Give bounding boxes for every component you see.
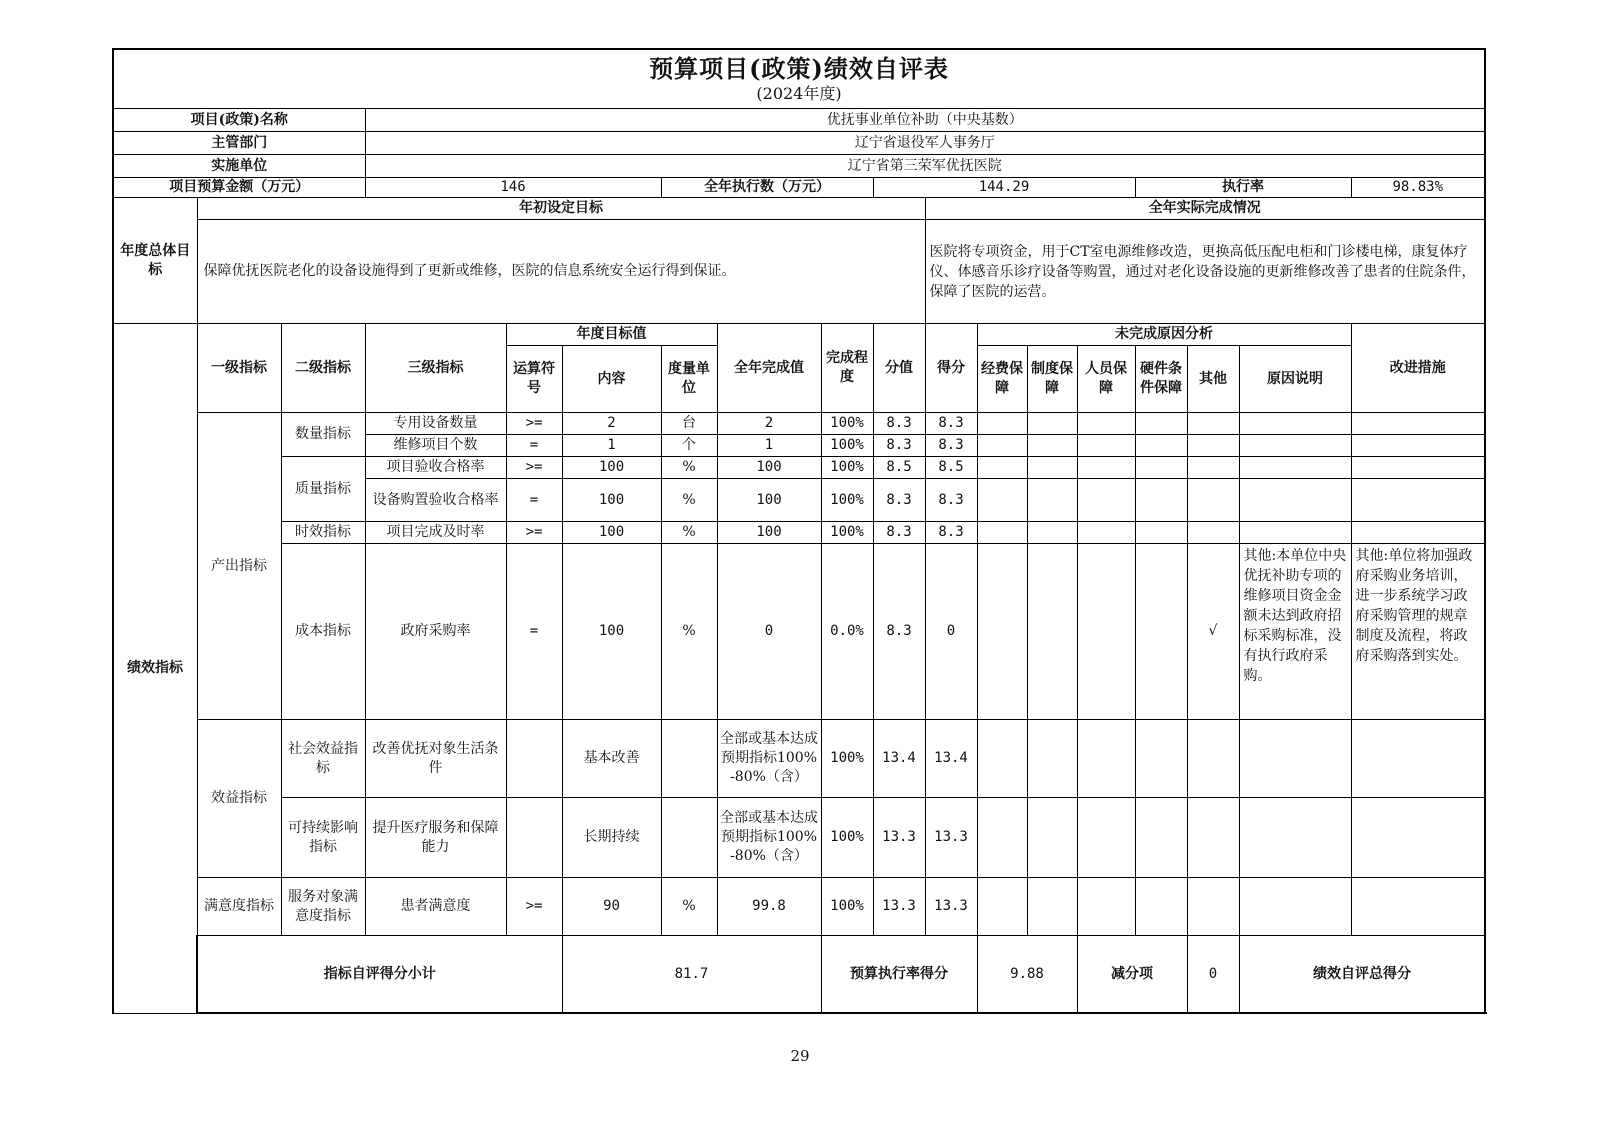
- indicator-degree: 100%: [821, 720, 873, 798]
- reason-cell: [1135, 878, 1187, 936]
- reason-cell: [1027, 479, 1077, 522]
- level2-service: 服务对象满意度指标: [281, 878, 365, 936]
- total-score-label: 绩效自评总得分: [1239, 936, 1485, 1014]
- reason-cell: [1239, 720, 1351, 798]
- reason-cell: [977, 413, 1027, 435]
- reason-cell: [977, 798, 1027, 878]
- indicator-actual: 1: [717, 435, 821, 457]
- level1-benefit: 效益指标: [197, 720, 281, 878]
- reason-cell: [1077, 457, 1135, 479]
- indicator-actual: 100: [717, 479, 821, 522]
- level1-output: 产出指标: [197, 413, 281, 720]
- page-title: 预算项目(政策)绩效自评表: [649, 54, 949, 83]
- indicator-content: 1: [562, 435, 661, 457]
- indicator-degree: 100%: [821, 878, 873, 936]
- indicator-name: 设备购置验收合格率: [365, 479, 506, 522]
- level2-cost: 成本指标: [281, 544, 365, 720]
- subtotal-value: 81.7: [562, 936, 821, 1014]
- indicator-operator: >=: [506, 457, 562, 479]
- actual-goal-text: 医院将专项资金，用于CT室电源维修改造，更换高低压配电柜和门诊楼电梯，康复体疗仪、体感音乐诊疗设备等购置，通过对老化设备设施的更新维修改善了患者的住院条件，保障了医院的运营。: [925, 220, 1485, 324]
- indicator-operator: =: [506, 435, 562, 457]
- deduction-label: 减分项: [1077, 936, 1187, 1014]
- performance-indicator-label: 绩效指标: [113, 324, 197, 1014]
- indicator-operator: >=: [506, 413, 562, 435]
- indicator-value: 13.3: [873, 798, 925, 878]
- improvement-cell: [1351, 878, 1485, 936]
- reason-cell: [1077, 413, 1135, 435]
- reason-hardware-header: 硬件条件保障: [1135, 346, 1187, 413]
- indicator-score: 0: [925, 544, 977, 720]
- content-header: 内容: [562, 346, 661, 413]
- dept-value: 辽宁省退役军人事务厅: [365, 132, 1485, 155]
- evaluation-table: [112, 48, 1486, 1014]
- indicator-operator: =: [506, 479, 562, 522]
- indicator-unit: %: [661, 544, 717, 720]
- actual-value-header: 全年完成值: [717, 324, 821, 413]
- indicator-actual: 100: [717, 457, 821, 479]
- indicator-actual: 99.8: [717, 878, 821, 936]
- reason-cell: [1187, 457, 1239, 479]
- reason-cell: [1135, 522, 1187, 544]
- reason-cell: [1027, 720, 1077, 798]
- indicator-name: 患者满意度: [365, 878, 506, 936]
- subtotal-label: 指标自评得分小计: [197, 936, 562, 1014]
- indicator-unit: 台: [661, 413, 717, 435]
- indicator-value: 13.4: [873, 720, 925, 798]
- indicator-unit: [661, 720, 717, 798]
- page-subtitle: (2024年度): [756, 84, 842, 103]
- reason-cell: [1077, 720, 1135, 798]
- indicator-content: 100: [562, 522, 661, 544]
- improvement-cell: [1351, 720, 1485, 798]
- reason-cell: [1135, 720, 1187, 798]
- budget-amount-value: 146: [365, 178, 661, 198]
- unit-value: 辽宁省第三荣军优抚医院: [365, 155, 1485, 178]
- indicator-degree: 100%: [821, 435, 873, 457]
- indicator-score: 8.5: [925, 457, 977, 479]
- indicator-name: 改善优抚对象生活条件: [365, 720, 506, 798]
- indicator-score: 13.4: [925, 720, 977, 798]
- deduction-value: 0: [1187, 936, 1239, 1014]
- indicator-name: 提升医疗服务和保障能力: [365, 798, 506, 878]
- indicator-value: 8.3: [873, 479, 925, 522]
- indicator-name: 项目完成及时率: [365, 522, 506, 544]
- indicator-content: 长期持续: [562, 798, 661, 878]
- indicator-value: 8.3: [873, 435, 925, 457]
- reason-cell: [1077, 798, 1135, 878]
- improvement-cell: [1351, 413, 1485, 435]
- improvement-cell: [1351, 522, 1485, 544]
- reason-cell: [1027, 435, 1077, 457]
- indicator-score: 8.3: [925, 413, 977, 435]
- reason-cell: [977, 522, 1027, 544]
- reason-cell: [1135, 798, 1187, 878]
- level2-header: 二级指标: [281, 324, 365, 413]
- reason-cell: [977, 878, 1027, 936]
- execution-rate-value: 98.83%: [1351, 178, 1485, 198]
- reason-cell: [1187, 435, 1239, 457]
- level1-satisfaction: 满意度指标: [197, 878, 281, 936]
- completion-degree-header: 完成程度: [821, 324, 873, 413]
- budget-score-label: 预算执行率得分: [821, 936, 977, 1014]
- reason-cell: [1187, 878, 1239, 936]
- indicator-degree: 100%: [821, 479, 873, 522]
- reason-cell: [1135, 479, 1187, 522]
- page-number: 29: [790, 1047, 810, 1065]
- indicator-degree: 100%: [821, 798, 873, 878]
- set-goal-text: 保障优抚医院老化的设备设施得到了更新或维修，医院的信息系统安全运行得到保证。: [197, 220, 925, 324]
- project-name-value: 优抚事业单位补助（中央基数）: [365, 109, 1485, 132]
- indicator-score: 13.3: [925, 878, 977, 936]
- reason-cell: [1027, 878, 1077, 936]
- reason-cell: [977, 435, 1027, 457]
- budget-score-value: 9.88: [977, 936, 1077, 1014]
- indicator-score: 8.3: [925, 435, 977, 457]
- execution-amount-value: 144.29: [873, 178, 1135, 198]
- improvement-header: 改进措施: [1351, 324, 1485, 413]
- improvement-cell: [1351, 798, 1485, 878]
- indicator-actual: 2: [717, 413, 821, 435]
- reason-other-check: √: [1187, 544, 1239, 720]
- reason-cell: [1077, 435, 1135, 457]
- indicator-value: 13.3: [873, 878, 925, 936]
- target-group-header: 年度目标值: [506, 324, 717, 346]
- level1-header: 一级指标: [197, 324, 281, 413]
- budget-amount-label: 项目预算金额（万元）: [113, 178, 365, 198]
- execution-amount-label: 全年执行数（万元）: [661, 178, 873, 198]
- reason-group-header: 未完成原因分析: [977, 324, 1351, 346]
- indicator-score: 13.3: [925, 798, 977, 878]
- reason-cell: [1239, 413, 1351, 435]
- indicator-name: 专用设备数量: [365, 413, 506, 435]
- reason-cell: [1135, 544, 1187, 720]
- improvement-cell: [1351, 435, 1485, 457]
- reason-cell: [1239, 878, 1351, 936]
- reason-cell: [977, 479, 1027, 522]
- execution-rate-label: 执行率: [1135, 178, 1351, 198]
- indicator-content: 2: [562, 413, 661, 435]
- indicator-operator: =: [506, 544, 562, 720]
- reason-funding-header: 经费保障: [977, 346, 1027, 413]
- indicator-degree: 100%: [821, 413, 873, 435]
- reason-cell: [1027, 413, 1077, 435]
- reason-cell: [1135, 413, 1187, 435]
- indicator-content: 90: [562, 878, 661, 936]
- reason-cell: [1187, 720, 1239, 798]
- indicator-content: 100: [562, 544, 661, 720]
- reason-cell: [1027, 457, 1077, 479]
- annual-goal-label: 年度总体目标: [113, 198, 197, 324]
- reason-other-header: 其他: [1187, 346, 1239, 413]
- level2-sustain: 可持续影响指标: [281, 798, 365, 878]
- level2-timeliness: 时效指标: [281, 522, 365, 544]
- reason-cell: [1027, 522, 1077, 544]
- indicator-unit: 个: [661, 435, 717, 457]
- reason-description: 其他:本单位中央优抚补助专项的维修项目资金金额未达到政府招标采购标准，没有执行政府采购。: [1239, 544, 1351, 720]
- level3-header: 三级指标: [365, 324, 506, 413]
- indicator-value: 8.3: [873, 522, 925, 544]
- indicator-name: 维修项目个数: [365, 435, 506, 457]
- score-value-header: 分值: [873, 324, 925, 413]
- indicator-degree: 100%: [821, 522, 873, 544]
- reason-cell: [977, 720, 1027, 798]
- indicator-content: 基本改善: [562, 720, 661, 798]
- reason-cell: [1077, 544, 1135, 720]
- indicator-degree: 100%: [821, 457, 873, 479]
- reason-cell: [1135, 435, 1187, 457]
- reason-cell: [1187, 522, 1239, 544]
- reason-cell: [977, 544, 1027, 720]
- score-header: 得分: [925, 324, 977, 413]
- reason-cell: [1187, 798, 1239, 878]
- actual-goal-header: 全年实际完成情况: [925, 198, 1485, 220]
- improvement-cell: [1351, 457, 1485, 479]
- indicator-value: 8.5: [873, 457, 925, 479]
- indicator-unit: [661, 798, 717, 878]
- reason-cell: [1077, 878, 1135, 936]
- improvement-text: 其他:单位将加强政府采购业务培训，进一步系统学习政府采购管理的规章制度及流程，将政府采购落到实处。: [1351, 544, 1485, 720]
- reason-staff-header: 人员保障: [1077, 346, 1135, 413]
- indicator-name: 政府采购率: [365, 544, 506, 720]
- indicator-unit: %: [661, 479, 717, 522]
- reason-cell: [1187, 413, 1239, 435]
- reason-description-header: 原因说明: [1239, 346, 1351, 413]
- indicator-score: 8.3: [925, 479, 977, 522]
- reason-cell: [1135, 457, 1187, 479]
- improvement-cell: [1351, 479, 1485, 522]
- reason-cell: [1239, 522, 1351, 544]
- reason-cell: [1239, 435, 1351, 457]
- indicator-degree: 0.0%: [821, 544, 873, 720]
- reason-system-header: 制度保障: [1027, 346, 1077, 413]
- indicator-unit: %: [661, 878, 717, 936]
- indicator-value: 8.3: [873, 413, 925, 435]
- indicator-unit: %: [661, 522, 717, 544]
- evaluation-sheet: [112, 48, 1484, 1014]
- reason-cell: [1077, 522, 1135, 544]
- reason-cell: [1239, 457, 1351, 479]
- set-goal-header: 年初设定目标: [197, 198, 925, 220]
- indicator-unit: %: [661, 457, 717, 479]
- dept-label: 主管部门: [113, 132, 365, 155]
- indicator-actual: 0: [717, 544, 821, 720]
- title-block: [113, 49, 1485, 109]
- operator-header: 运算符号: [506, 346, 562, 413]
- reason-cell: [1187, 479, 1239, 522]
- unit-label: 实施单位: [113, 155, 365, 178]
- reason-cell: [1027, 798, 1077, 878]
- indicator-actual: 100: [717, 522, 821, 544]
- reason-cell: [977, 457, 1027, 479]
- indicator-operator: [506, 720, 562, 798]
- indicator-name: 项目验收合格率: [365, 457, 506, 479]
- level2-quality: 质量指标: [281, 457, 365, 522]
- project-name-label: 项目(政策)名称: [113, 109, 365, 132]
- level2-social: 社会效益指标: [281, 720, 365, 798]
- unit-header: 度量单位: [661, 346, 717, 413]
- indicator-actual: 全部或基本达成预期指标100%-80%（含）: [717, 720, 821, 798]
- indicator-operator: >=: [506, 878, 562, 936]
- indicator-value: 8.3: [873, 544, 925, 720]
- indicator-content: 100: [562, 457, 661, 479]
- level2-quantity: 数量指标: [281, 413, 365, 457]
- indicator-operator: >=: [506, 522, 562, 544]
- reason-cell: [1239, 479, 1351, 522]
- indicator-score: 8.3: [925, 522, 977, 544]
- indicator-actual: 全部或基本达成预期指标100%-80%（含）: [717, 798, 821, 878]
- reason-cell: [1027, 544, 1077, 720]
- indicator-content: 100: [562, 479, 661, 522]
- reason-cell: [1239, 798, 1351, 878]
- indicator-operator: [506, 798, 562, 878]
- reason-cell: [1077, 479, 1135, 522]
